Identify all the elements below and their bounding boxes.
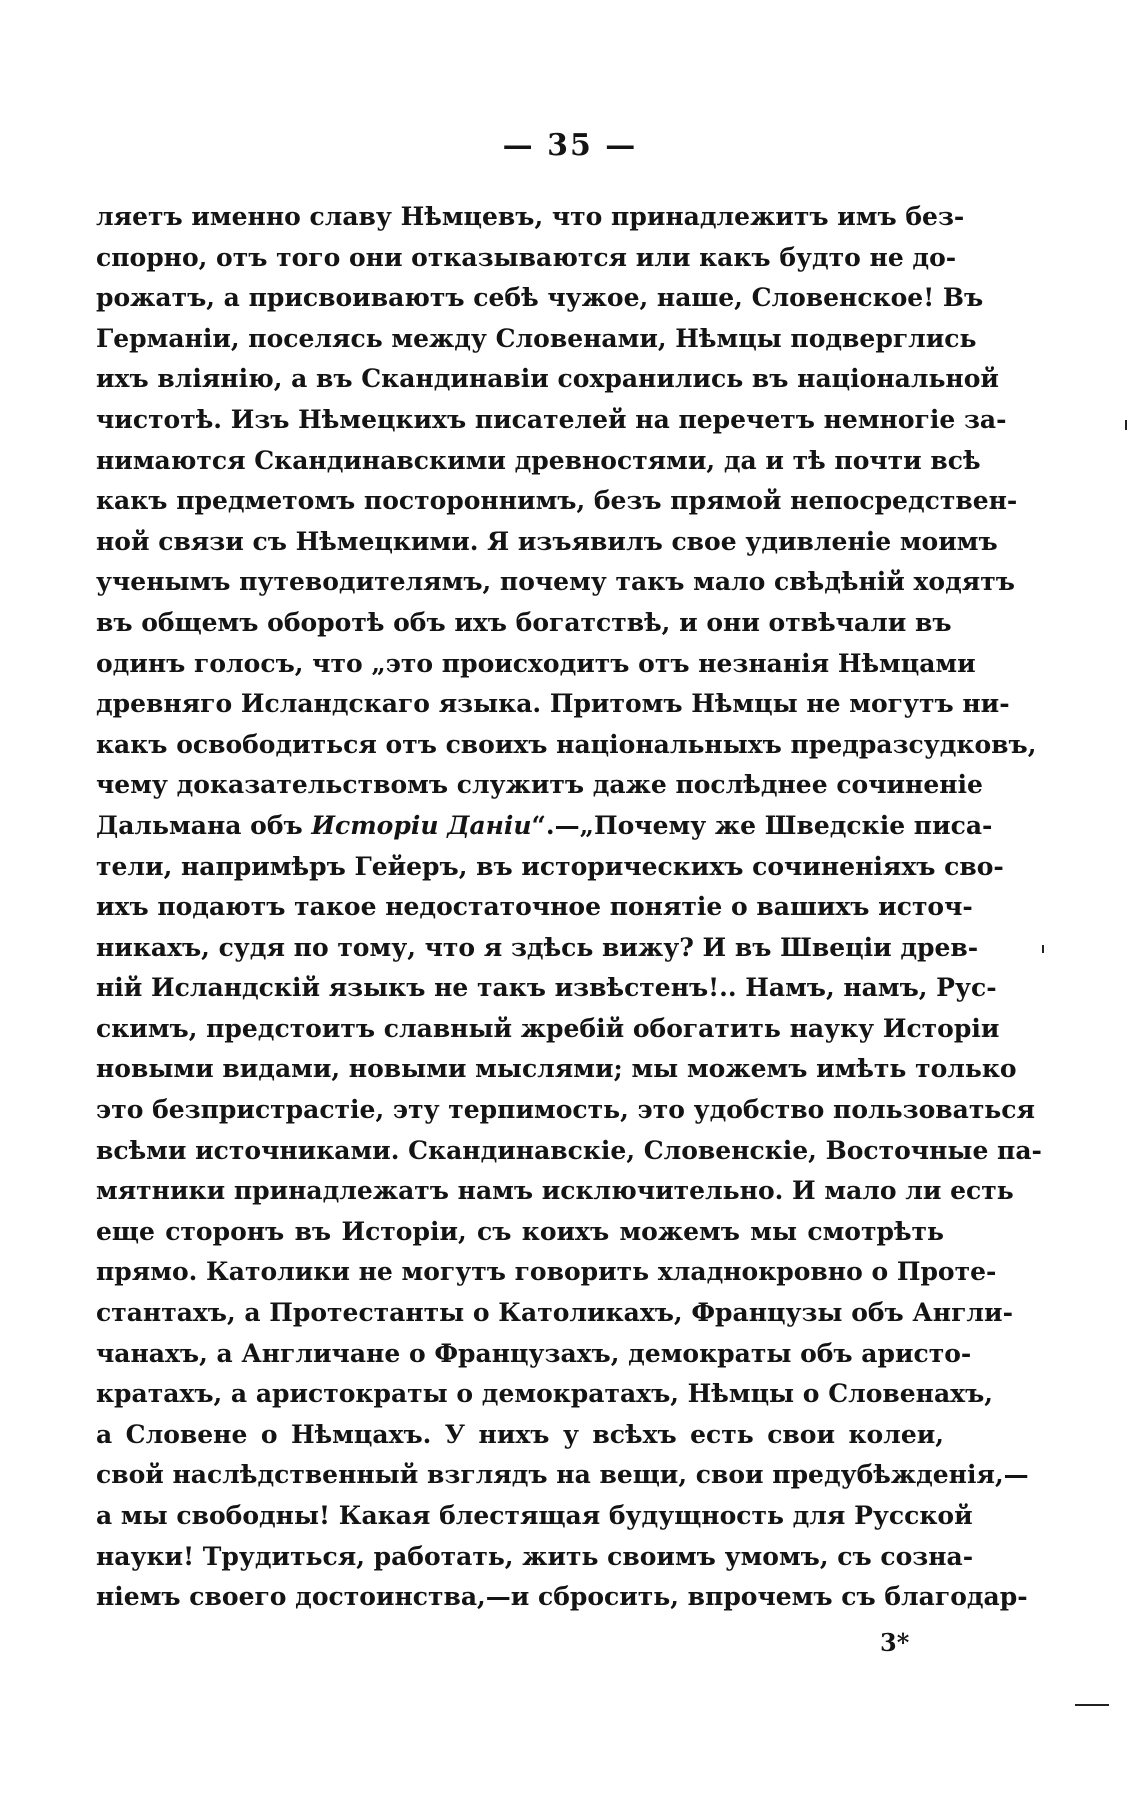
text-segment: “.—„Почему же Шведскіе писа- — [531, 810, 993, 840]
text-line: спорно, отъ того они отказываются или какъ будто не до- — [96, 242, 957, 272]
text-line: древняго Исландскаго языка. Притомъ Нѣмцы не могутъ ни- — [96, 689, 1010, 719]
text-line: еще сторонъ въ Исторіи, съ коихъ можемъ мы смотрѣть — [96, 1216, 944, 1246]
text-line: одинъ голосъ, что „это происходитъ отъ незнанія Нѣмцами — [96, 648, 976, 678]
signature-mark: 3* — [880, 1628, 910, 1657]
text-segment: Дальмана объ — [96, 810, 303, 840]
page-number: — 35 — — [502, 128, 638, 163]
text-line: чему доказательствомъ служитъ даже послѣднее сочиненіе — [96, 770, 983, 800]
text-line: скимъ, предстоитъ славный жребій обогатить науку Исторіи — [96, 1013, 1000, 1043]
text-line: чанахъ, а Англичане о Французахъ, демократы объ аристо- — [96, 1338, 972, 1368]
text-line: а мы свободны! Какая блестящая будущность для Русской — [96, 1501, 973, 1530]
text-line: это безпристрастіе, эту терпимость, это удобство пользоваться — [96, 1095, 1035, 1125]
text-line: какъ предметомъ постороннимъ, безъ прямой непосредствен- — [96, 486, 1018, 516]
text-line: въ общемъ оборотѣ объ ихъ богатствѣ, и они отвѣчали въ — [96, 607, 952, 637]
margin-speck — [1042, 945, 1044, 953]
text-line: а Словене о Нѣмцахъ. У нихъ у всѣхъ есть свои колеи, — [96, 1419, 944, 1449]
text-line: Германіи, поселясь между Словенами, Нѣмцы подверглись — [96, 323, 977, 353]
text-line: ихъ подаютъ такое недостаточное понятіе о вашихъ источ- — [96, 892, 973, 922]
text-line: ихъ вліянію, а въ Скандинавіи сохранились въ національной — [96, 364, 999, 394]
text-line: новыми видами, новыми мыслями; мы можемъ имѣть только — [96, 1054, 1017, 1084]
text-line: рожатъ, а присвоиваютъ себѣ чужое, наше, Словенское! Въ — [96, 283, 984, 313]
text-line: мятники принадлежатъ намъ исключительно. И мало ли есть — [96, 1176, 1014, 1206]
text-line: науки! Трудиться, работать, жить своимъ умомъ, съ созна- — [96, 1541, 974, 1571]
text-line: ляетъ именно славу Нѣмцевъ, что принадлежитъ имъ без- — [96, 202, 965, 231]
text-line: кратахъ, а аристократы о демократахъ, Нѣмцы о Словенахъ, — [96, 1379, 993, 1409]
margin-speck — [1125, 420, 1127, 430]
text-line: свой наслѣдственный взглядъ на вещи, свои предубѣжденія,— — [96, 1460, 1029, 1490]
text-line: нимаются Скандинавскими древностями, да и тѣ почти всѣ — [96, 445, 981, 475]
text-line: чистотѣ. Изъ Нѣмецкихъ писателей на перечетъ немногіе за- — [96, 404, 1007, 434]
text-line: никахъ, судя по тому, что я здѣсь вижу? И въ Швеціи древ- — [96, 932, 979, 962]
text-line: какъ освободиться отъ своихъ національныхъ предразсудковъ, — [96, 729, 1037, 759]
text-line: тели, напримѣръ Гейеръ, въ историческихъ сочиненіяхъ сво- — [96, 851, 1004, 881]
text-line: стантахъ, а Протестанты о Католикахъ, Французы объ Англи- — [96, 1298, 1013, 1328]
text-line: ной связи съ Нѣмецкими. Я изъявилъ свое удивленіе моимъ — [96, 526, 998, 556]
text-line: прямо. Католики не могутъ говорить хладнокровно о Проте- — [96, 1257, 997, 1287]
book-title-italic: Исторіи Даніи — [311, 810, 532, 840]
body-text — [96, 197, 1042, 1618]
text-line: ученымъ путеводителямъ, почему такъ мало свѣдѣній ходятъ — [96, 567, 1015, 597]
margin-dash — [1075, 1704, 1109, 1706]
text-line: ніемъ своего достоинства,—и сбросить, впрочемъ съ благодар- — [96, 1582, 1028, 1612]
text-line-with-italic — [96, 806, 993, 847]
text-line: всѣми источниками. Скандинавскіе, Словенскіе, Восточные па- — [96, 1135, 1042, 1165]
text-line: ній Исландскій языкъ не такъ извѣстенъ!.. Намъ, намъ, Рус- — [96, 973, 997, 1003]
